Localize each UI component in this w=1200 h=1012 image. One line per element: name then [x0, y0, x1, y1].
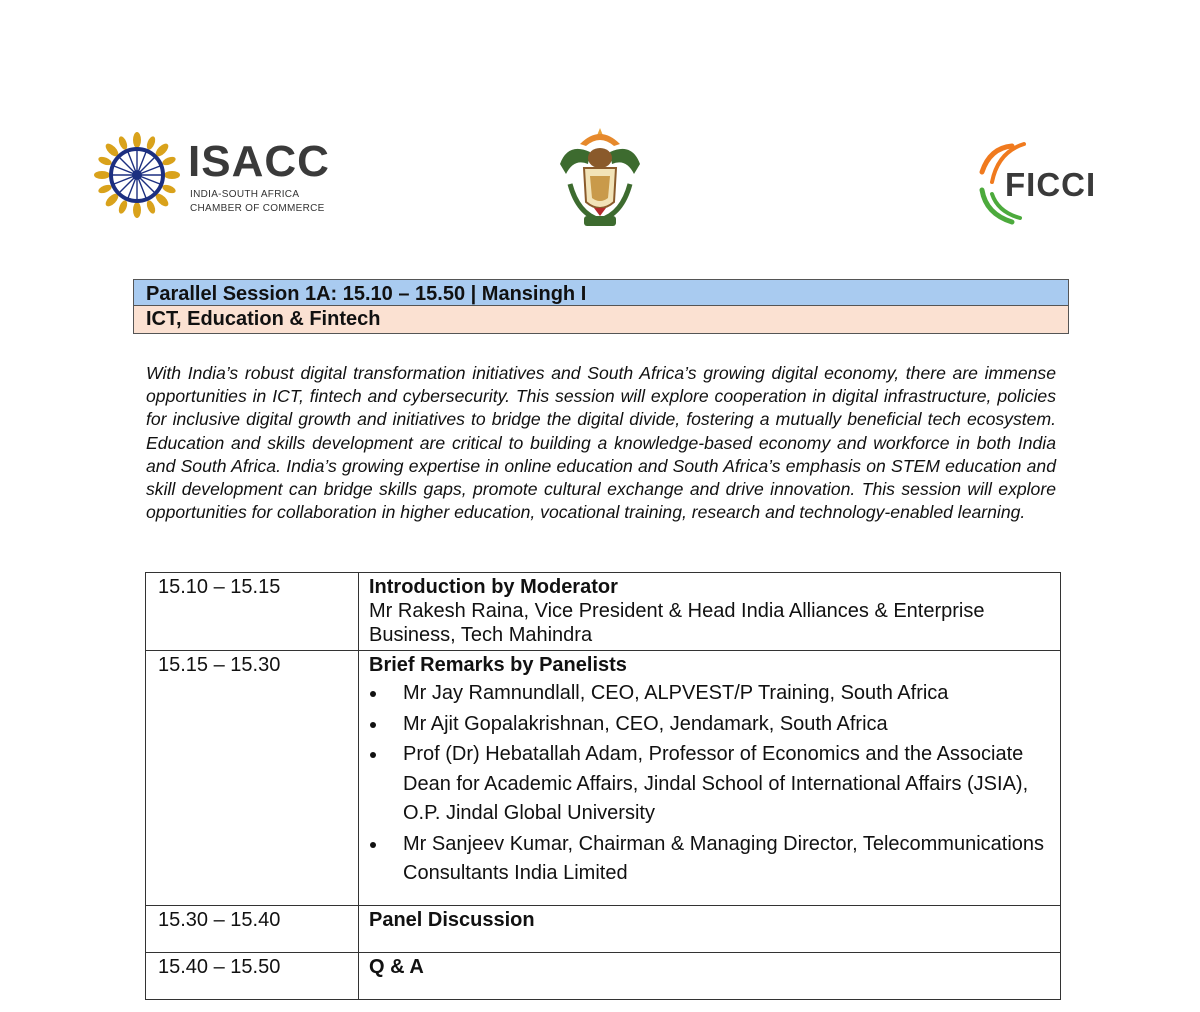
- agenda-item-title: Q & A: [369, 956, 424, 978]
- list-item: Mr Jay Ramnundlall, CEO, ALPVEST/P Training, South Africa: [369, 679, 1060, 709]
- ficci-wordmark: FICCI: [1005, 166, 1097, 203]
- table-row: [146, 953, 1061, 1000]
- agenda-time: 15.40 – 15.50: [146, 953, 359, 1000]
- list-item: Prof (Dr) Hebatallah Adam, Professor of Economics and the Associate Dean for Academic Affairs, Jindal School of International Affairs (JSIA), O.P. Jindal Global University: [369, 740, 1060, 829]
- session-title: Parallel Session 1A: 15.10 – 15.50 | Mansingh I: [134, 280, 1068, 306]
- agenda-item-title: Introduction by Moderator: [369, 576, 618, 598]
- agenda-time: 15.15 – 15.30: [146, 651, 359, 906]
- session-header: [133, 279, 1069, 334]
- table-row: [146, 573, 1061, 651]
- session-theme: ICT, Education & Fintech: [134, 306, 1068, 333]
- agenda-item: [359, 651, 1061, 906]
- agenda-item-title: Brief Remarks by Panelists: [369, 654, 627, 676]
- list-item: Mr Ajit Gopalakrishnan, CEO, Jendamark, South Africa: [369, 710, 1060, 740]
- agenda-table: [145, 572, 1061, 1000]
- isacc-logo: [92, 130, 332, 230]
- agenda-time: 15.30 – 15.40: [146, 906, 359, 953]
- agenda-item: [359, 573, 1061, 651]
- panelist-list: [369, 679, 1060, 889]
- agenda-item-title: Panel Discussion: [369, 909, 535, 931]
- isacc-wordmark: ISACC: [188, 137, 330, 186]
- agenda-time: 15.10 – 15.15: [146, 573, 359, 651]
- agenda-item: [359, 906, 1061, 953]
- south-africa-coat-of-arms-icon: [550, 124, 650, 234]
- list-item: Mr Sanjeev Kumar, Chairman & Managing Director, Telecommunications Consultants India Limited: [369, 830, 1060, 889]
- session-description: With India’s robust digital transformation initiatives and South Africa’s growing digital economy, there are immense opportunities in ICT, fintech and cybersecurity. This session will explore cooperation in digital infrastructure, policies for inclusive digital growth and initiatives to bridge the digital divide, fostering a mutually beneficial tech ecosystem. Education and skills development are critical to building a knowledge-based economy and workforce in both India and South Africa. India’s growing expertise in online education and South Africa’s emphasis on STEM education and skill development can bridge skills gaps, promote cultural exchange and drive innovation. This session will explore opportunities for collaboration in higher education, vocational training, research and technology-enabled learning.: [146, 363, 1056, 523]
- logo-header: [0, 0, 1200, 250]
- table-row: [146, 651, 1061, 906]
- moderator-name: Mr Rakesh Raina, Vice President & Head India Alliances & Enterprise Business, Tech Mahindra: [369, 600, 985, 646]
- agenda-item: [359, 953, 1061, 1000]
- table-row: [146, 906, 1061, 953]
- isacc-subtitle: INDIA-SOUTH AFRICA CHAMBER OF COMMERCE: [190, 189, 325, 214]
- ficci-logo: [972, 138, 1097, 228]
- ashoka-chakra-emblem-icon: [92, 130, 182, 220]
